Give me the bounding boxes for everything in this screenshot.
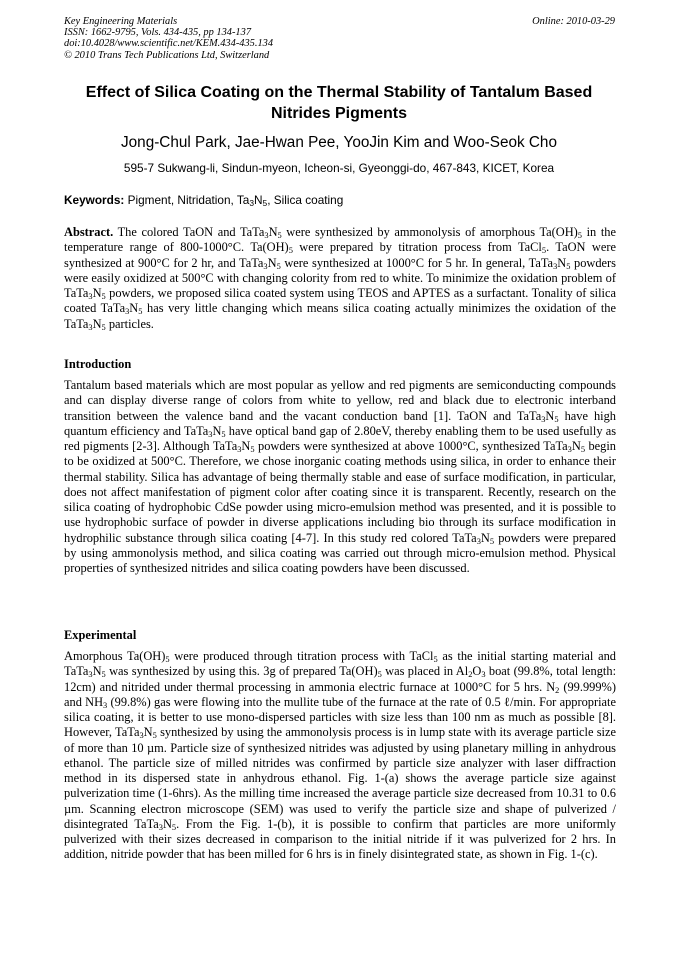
title-line-1: Effect of Silica Coating on the Thermal Stability of Tantalum Based [85, 84, 593, 101]
formula-ta3n5: $Ta_3N_5$ [146, 816, 177, 832]
formula-ta3n5: $Ta_3N_5$ [529, 408, 559, 424]
experimental-paragraph: Amorphous $Ta(OH)_5$ were produced through titration process with TaCl$_5$ as the initial starting material and $TaTa_3N_5$ was synthesized by using this. 3g of prepared $Ta(OH)_5$ was placed in $Al_2O_3$ boat (99.8%, total length: 12cm) and nitrided under thermal processing in ammonia electric furnace at 1000°C for 5 hrs. $N_2$ (99.999%) and $NH_3$ (99.8%) gas were flowing into the mullite tube of the furnace at the rate of 0.5 ℓ/min. For appropriate silica coating, it is better to use mono-dispersed particles with size less than 100 nm as much as possible [8]. However, $TaTa_3N_5$ synthesized by using the ammonolysis process is in lump state with its average particle size of more than 10 µm. Particle size of synthesized nitrides was adjusted by using planetary milling in anhydrous ethanol. The particle size of milled nitrides was confirmed by particle size analyzer with laser diffraction method in its dispersed state in anhydrous ethanol. Fig. 1-(a) shows the average particle size against pulverization time (1-6hrs). As the milling time increased the average particle size decreased from 10.31 to 0.6 µm. Scanning electron microscope (SEM) was used to verify the particle size and shape of pulverized / disintegrated $TaTa_3N_5$. From the Fig. 1-(b), it is possible to confirm that particles are more uniformly pulverized with their sizes decreased in comparison to the initial nitride if it was pulverized for 2 hrs. In addition, nitride powder that has been milled for 6 hrs is in finely disintegrated state, as shown in Fig. 1-(c). [64, 649, 617, 862]
introduction-paragraph: Tantalum based materials which are most popular as yellow and red pigments are semiconducting compounds and can display diverse range of colors from white to yellow, red and black due to electronic interband transition between the valence band and the vacant conduction band [1]. TaON and $TaTa_3N_5$ have high quantum efficiency and $TaTa_3N_5$ have optical band gap of 2.80eV, thereby enabling them to be used usefully as red pigments [2-3]. Although $TaTa_3N_5$ powders were synthesized at above 1000°C, synthesized $TaTa_3N_5$ begin to be oxidized at 500°C. Therefore, we chose inorganic coating methods using silica, in order to enhance their thermal stability. Silica has advantage of being thermally stable and ease of surface modification, in particular, does not affect manifestation of pigment color after coating since it is transparent. Recently, research on the silica coating of hydrophobic CdSe powder using micro-emulsion method was presented, and it is possible to use hydrophobic surface of powder in diverse applications including bio through its surface modification in hydrophilic substance through silica coating [4-7]. In this study red colored $TaTa_3N_5$ powders were prepared by using ammonolysis method, and silica coating was carried out through micro-emulsion method. Physical properties of synthesized nitrides and silica coating powders have been discussed. [64, 378, 617, 575]
formula-ta3n5: $Ta_3N_5$ [76, 286, 106, 301]
affiliation: 595-7 Sukwang-li, Sindun-myeon, Icheon-si, Gyeonggi-do, 467-843, KICET, Korea [123, 161, 555, 175]
journal-copyright: © 2010 Trans Tech Publications Ltd, Switzerland [64, 49, 270, 61]
paper-title [40, 82, 638, 124]
online-date: Online: 2010-03-29 [532, 16, 615, 27]
formula-ta3n5: $Ta_3N_5$ [112, 301, 143, 317]
formula-ta3n5: $Ta_3N_5$ [251, 255, 281, 271]
experimental-heading: Experimental [64, 628, 137, 642]
formula-ta3n5: $Ta_3N_5$ [555, 439, 585, 454]
formula-ta3n5: $Ta_3N_5$ [76, 316, 106, 332]
journal-header [64, 16, 273, 61]
formula-ta3n5: $Ta_3N_5$ [76, 664, 106, 680]
keywords-text: Pigment, Nitridation, Ta [124, 193, 250, 207]
formula-ta3n5: $Ta_3N_5$ [464, 530, 495, 546]
introduction-heading: Introduction [64, 357, 132, 371]
formula-ta3n5: $Ta_3N_5$ [225, 439, 255, 454]
formula-ta3n5: $Ta_3N_5$ [196, 423, 226, 439]
keywords: Keywords: Pigment, Nitridation, $Ta_3N_5$, Silica coating [64, 193, 344, 208]
keywords-label: Keywords: [64, 193, 125, 207]
formula-ta3n5: $Ta_3N_5$ [127, 725, 157, 741]
formula-ta3n5: $Ta_3N_5$ [540, 255, 571, 271]
formula-ta3n5: $Ta_3N_5$ [252, 225, 282, 240]
abstract: Abstract. The colored TaON and $TaTa_3N_5$ were synthesized by ammonolysis of amorphous $Ta(OH)_5$ in the temperature range of 800-1000°C. $Ta(OH)_5$ were prepared by titration process from TaCl$_5$. TaON were synthesized at 900°C for 2 hr, and $TaTa_3N_5$ were synthesized at 1000°C for 5 hr. In general, $TaTa_3N_5$ powders were easily oxidized at 500°C with changing colority from red to white. To minimize the oxidation problem of $TaTa_3N_5$ powders, we proposed silica coated system using TEOS and APTES as a surfactant. Tonality of silica coated $TaTa_3N_5$ has very little changing which means silica coating actually minimizes the oxidation of the $TaTa_3N_5$ particles. [64, 225, 616, 332]
journal-name: Key Engineering Materials [64, 16, 178, 27]
journal-issn: ISSN: 1662-9795, Vols. 434-435, pp 134-137 [64, 27, 252, 39]
author-list: Jong-Chul Park, Jae-Hwan Pee, YooJin Kim and Woo-Seok Cho [121, 134, 557, 151]
title-line-2: Nitrides Pigments [270, 105, 408, 122]
abstract-label: Abstract. [64, 225, 114, 239]
journal-doi: doi:10.4028/www.scientific.net/KEM.434-435.134 [64, 38, 274, 50]
